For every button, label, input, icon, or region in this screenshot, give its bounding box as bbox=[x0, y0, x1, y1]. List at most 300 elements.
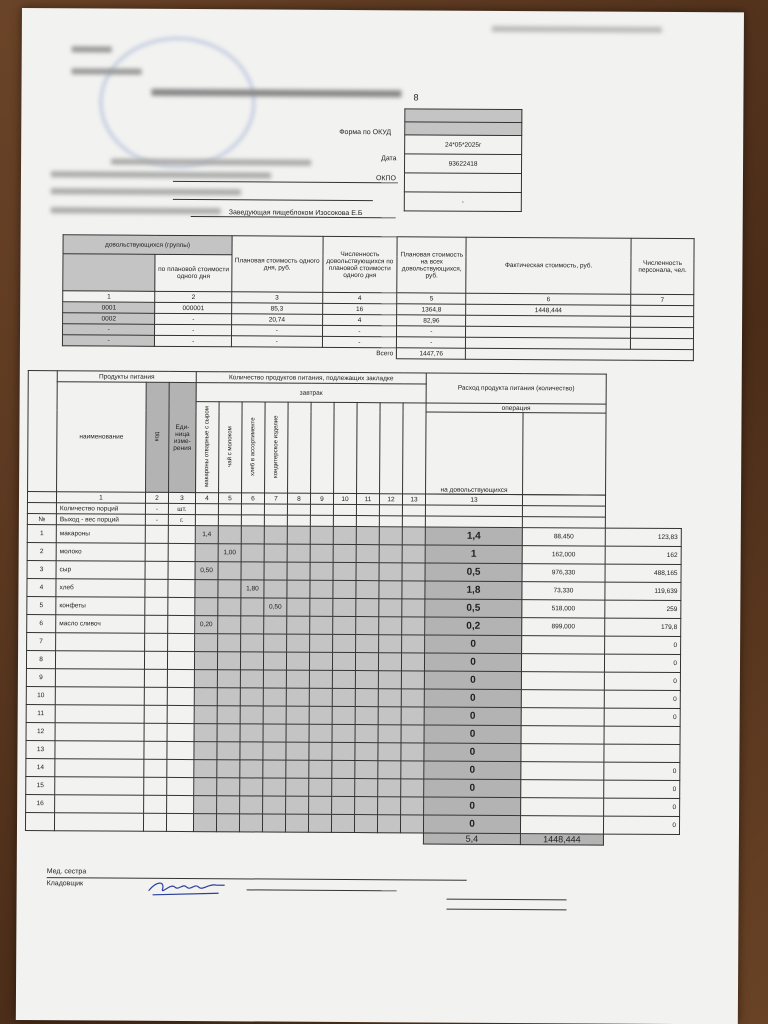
row-number: 5 bbox=[27, 597, 56, 615]
qty-cell bbox=[333, 562, 356, 580]
qty-cell bbox=[309, 724, 332, 742]
dish-name: чай с молоком bbox=[227, 425, 234, 467]
blank-cell bbox=[404, 173, 521, 193]
qty-cell bbox=[194, 724, 217, 742]
qty-cell bbox=[286, 670, 309, 688]
product-name bbox=[56, 633, 145, 652]
portion-label: Выход - вес порций bbox=[56, 514, 145, 526]
qty-cell bbox=[402, 545, 425, 563]
no-head-blank bbox=[28, 371, 58, 492]
col-number: 6 bbox=[241, 493, 264, 504]
qty-cell bbox=[194, 688, 217, 706]
total-qty: 0 bbox=[424, 653, 521, 672]
qty-cell bbox=[401, 761, 424, 779]
products-head: Продукты питания bbox=[57, 371, 196, 383]
total-qty: 0 bbox=[424, 671, 521, 690]
row-number: 11 bbox=[26, 705, 55, 723]
cost-cell-c3: - bbox=[231, 336, 322, 348]
qty-cell bbox=[218, 634, 241, 652]
qty-cell bbox=[378, 653, 401, 671]
no-cell: № bbox=[27, 514, 56, 525]
qty-cell bbox=[378, 779, 401, 797]
blurred-org bbox=[51, 171, 271, 178]
qty-cell bbox=[264, 526, 287, 544]
qty-cell bbox=[401, 779, 424, 797]
qty-head: Количество продуктов питания, подлежащих закладке bbox=[196, 372, 426, 384]
qty-cell bbox=[263, 778, 286, 796]
qty-cell bbox=[217, 742, 240, 760]
portion-cell bbox=[425, 505, 522, 517]
unit-head: Еди- ница изме- рения bbox=[169, 382, 197, 492]
title-number: 8 bbox=[413, 92, 419, 103]
qty-cell bbox=[285, 814, 308, 832]
qty-cell bbox=[309, 706, 332, 724]
cost-cell-c2: - bbox=[155, 324, 232, 335]
qty-cell bbox=[401, 653, 424, 671]
total-qty: 0,5 bbox=[425, 563, 522, 582]
qty-cell bbox=[287, 616, 310, 634]
row-number: 16 bbox=[26, 795, 55, 813]
qty-cell bbox=[355, 671, 378, 689]
row-number: 4 bbox=[27, 579, 56, 597]
product-unit bbox=[167, 723, 194, 741]
qty-cell bbox=[333, 580, 356, 598]
product-code bbox=[144, 669, 167, 687]
portion-cell bbox=[333, 515, 356, 526]
qty-cell bbox=[217, 670, 240, 688]
col-number: 13 bbox=[425, 494, 522, 506]
qty-cell bbox=[194, 706, 217, 724]
qty-cell bbox=[218, 598, 241, 616]
qty-cell bbox=[379, 635, 402, 653]
group-code-head bbox=[63, 254, 156, 292]
portion-cell bbox=[356, 505, 379, 516]
qty-cell bbox=[402, 617, 425, 635]
product-unit bbox=[167, 705, 194, 723]
unit-price bbox=[521, 654, 604, 673]
qty-cell bbox=[355, 689, 378, 707]
unit-price bbox=[521, 690, 604, 709]
unit-price: 162,000 bbox=[522, 546, 605, 565]
qty-cell bbox=[194, 670, 217, 688]
row-number: 12 bbox=[26, 723, 55, 741]
qty-cell bbox=[356, 545, 379, 563]
row-sum bbox=[604, 726, 680, 744]
qty-cell bbox=[402, 527, 425, 545]
product-name bbox=[55, 687, 144, 706]
qty-cell bbox=[379, 545, 402, 563]
portion-unit: г. bbox=[168, 514, 195, 525]
qty-cell bbox=[195, 580, 218, 598]
unit-price: 518,000 bbox=[522, 600, 605, 619]
cost-cell-c3: - bbox=[232, 325, 323, 337]
qty-cell bbox=[217, 796, 240, 814]
qty-cell bbox=[331, 814, 354, 832]
qty-cell bbox=[195, 544, 218, 562]
product-unit bbox=[168, 597, 195, 615]
date-cell: 24*05*2025г bbox=[405, 135, 522, 155]
product-name bbox=[55, 777, 144, 796]
portion-dash: - bbox=[145, 514, 168, 525]
row-sum: 162 bbox=[605, 546, 681, 564]
qty-cell bbox=[332, 670, 355, 688]
responsible-person: Заведующая пищеблоком Изосокова Е.Б bbox=[228, 209, 363, 218]
qty-cell bbox=[310, 598, 333, 616]
dish-head bbox=[403, 403, 427, 494]
underline bbox=[173, 181, 398, 183]
portion-cell bbox=[264, 515, 287, 526]
product-name: хлеб bbox=[56, 579, 145, 598]
qty-cell bbox=[193, 814, 216, 832]
qty-cell bbox=[354, 815, 377, 833]
cost-cell-c7 bbox=[631, 305, 694, 316]
portion-cell bbox=[425, 516, 522, 528]
qty-cell bbox=[217, 724, 240, 742]
portion-cell bbox=[402, 505, 425, 516]
portion-cell bbox=[241, 515, 264, 526]
product-code bbox=[144, 777, 167, 795]
cost-cell-c1: - bbox=[62, 335, 154, 347]
qty-cell bbox=[355, 707, 378, 725]
storekeeper-label: Кладовщик bbox=[46, 880, 84, 888]
codes-box bbox=[404, 108, 523, 212]
row-sum: 488,165 bbox=[605, 564, 681, 582]
row-sum: 259 bbox=[605, 600, 681, 618]
product-unit bbox=[167, 795, 194, 813]
code-cell bbox=[405, 109, 522, 123]
qty-cell bbox=[309, 760, 332, 778]
qty-cell bbox=[309, 652, 332, 670]
unit-price: 899,000 bbox=[522, 618, 605, 637]
cost-cell-c3: 85,3 bbox=[232, 303, 323, 315]
storekeeper-line bbox=[247, 889, 397, 891]
row-number: 7 bbox=[27, 633, 56, 651]
blurred-text bbox=[51, 207, 221, 214]
code-head bbox=[146, 382, 170, 492]
qty-cell bbox=[241, 598, 264, 616]
portion-dash: - bbox=[145, 503, 168, 514]
qty-cell bbox=[240, 670, 263, 688]
col-number: 1 bbox=[56, 492, 145, 504]
qty-cell bbox=[263, 742, 286, 760]
cost-cell-c4: - bbox=[322, 325, 397, 336]
qty-cell bbox=[263, 688, 286, 706]
product-code bbox=[145, 579, 168, 597]
cost-cell-c2: 000001 bbox=[155, 302, 232, 313]
qty-cell bbox=[308, 814, 331, 832]
product-unit bbox=[168, 525, 195, 543]
total-qty: 1,8 bbox=[425, 581, 522, 600]
qty-cell bbox=[379, 527, 402, 545]
qty-cell bbox=[401, 707, 424, 725]
unit-price: 976,330 bbox=[522, 564, 605, 583]
portion-label: Количество порций bbox=[56, 503, 145, 515]
product-unit bbox=[167, 741, 194, 759]
row-sum: 119,639 bbox=[605, 582, 681, 600]
group-head: довольствующихся (группы) bbox=[63, 235, 232, 255]
row-sum: 0 bbox=[604, 708, 680, 726]
qty-cell bbox=[402, 563, 425, 581]
col-number: 12 bbox=[379, 494, 402, 505]
product-unit bbox=[168, 633, 195, 651]
col-number: 11 bbox=[356, 494, 379, 505]
product-code bbox=[145, 543, 168, 561]
portion-cell bbox=[241, 504, 264, 515]
total-label: Всего bbox=[62, 346, 396, 359]
sign-line bbox=[447, 899, 567, 901]
qty-cell bbox=[240, 688, 263, 706]
qty-cell bbox=[263, 760, 286, 778]
qty-cell bbox=[264, 544, 287, 562]
row-number bbox=[25, 813, 54, 831]
qty-cell bbox=[333, 526, 356, 544]
cost-cell-c5: 1364,8 bbox=[397, 304, 466, 315]
plan-cost-sub-head: по плановой стоимости одного дня bbox=[155, 254, 232, 291]
col-number: 4 bbox=[322, 292, 397, 303]
row-number: 8 bbox=[26, 651, 55, 669]
qty-cell bbox=[217, 760, 240, 778]
dish-head bbox=[288, 402, 312, 493]
row-sum: 0 bbox=[603, 816, 679, 834]
qty-cell bbox=[264, 634, 287, 652]
qty-cell bbox=[310, 616, 333, 634]
document-page bbox=[16, 8, 744, 1024]
product-code bbox=[144, 651, 167, 669]
total-qty: 0 bbox=[424, 707, 521, 726]
product-code bbox=[145, 561, 168, 579]
col-number: 8 bbox=[287, 493, 310, 504]
round-stamp bbox=[99, 36, 256, 168]
qty-cell bbox=[355, 743, 378, 761]
product-code bbox=[144, 723, 167, 741]
product-name bbox=[55, 795, 144, 814]
col-number-blank bbox=[522, 495, 605, 507]
qty-cell bbox=[310, 634, 333, 652]
product-name bbox=[54, 813, 143, 832]
qty-cell bbox=[287, 580, 310, 598]
qty-cell bbox=[263, 670, 286, 688]
product-unit bbox=[168, 561, 195, 579]
qty-cell bbox=[378, 671, 401, 689]
qty-cell bbox=[355, 797, 378, 815]
qty-cell bbox=[309, 688, 332, 706]
col-number: 7 bbox=[631, 294, 694, 305]
product-name bbox=[55, 651, 144, 670]
dish-head bbox=[334, 402, 358, 493]
qty-cell bbox=[332, 724, 355, 742]
portion-cell bbox=[195, 515, 218, 526]
qty-cell bbox=[402, 581, 425, 599]
qty-cell bbox=[333, 544, 356, 562]
product-name bbox=[55, 741, 144, 760]
qty-cell bbox=[218, 562, 241, 580]
qty-cell: 0,20 bbox=[195, 616, 218, 634]
dish-head bbox=[357, 403, 381, 494]
qty-cell bbox=[263, 796, 286, 814]
row-sum: 0 bbox=[604, 798, 680, 816]
qty-cell bbox=[218, 580, 241, 598]
handwritten-signature bbox=[147, 877, 227, 899]
unit-price bbox=[521, 708, 604, 727]
cost-cell-c5: - bbox=[397, 326, 466, 337]
qty-cell bbox=[310, 580, 333, 598]
cost-cell-c2: - bbox=[155, 313, 232, 324]
row-sum: 0 bbox=[605, 636, 681, 654]
cost-cell-c1: 0001 bbox=[63, 302, 155, 314]
qty-cell bbox=[241, 562, 264, 580]
unit-price: 88,450 bbox=[522, 528, 605, 547]
qty-cell bbox=[264, 616, 287, 634]
name-head: наименование bbox=[57, 382, 147, 493]
row-number: 13 bbox=[26, 741, 55, 759]
qty-cell bbox=[332, 760, 355, 778]
qty-cell bbox=[332, 778, 355, 796]
portion-cell bbox=[264, 504, 287, 515]
qty-cell bbox=[240, 778, 263, 796]
qty-cell: 0,50 bbox=[195, 562, 218, 580]
fact-cost-head: Фактическая стоимость, руб. bbox=[466, 237, 631, 294]
qty-cell bbox=[310, 544, 333, 562]
meal-head: завтрак bbox=[196, 383, 426, 403]
cost-cell-c7 bbox=[631, 327, 694, 338]
qty-cell bbox=[356, 563, 379, 581]
qty-cell bbox=[378, 689, 401, 707]
col-number: 5 bbox=[397, 293, 466, 304]
qty-cell bbox=[378, 797, 401, 815]
col-number: 3 bbox=[168, 492, 195, 503]
qty-cell bbox=[309, 778, 332, 796]
dish-head bbox=[265, 402, 289, 493]
okpo-label: ОКПО bbox=[375, 175, 396, 183]
qty-cell bbox=[218, 616, 241, 634]
total-qty: 0 bbox=[424, 761, 521, 780]
col-number: 2 bbox=[155, 291, 232, 302]
qty-cell bbox=[332, 796, 355, 814]
nurse-label: Мед. сестра bbox=[46, 868, 87, 876]
qty-cell bbox=[263, 724, 286, 742]
cost-table bbox=[62, 234, 695, 361]
cost-cell-c1: 0002 bbox=[63, 313, 155, 325]
cost-cell-c7 bbox=[631, 338, 694, 349]
unit-price bbox=[520, 816, 603, 835]
qty-cell bbox=[333, 616, 356, 634]
qty-cell bbox=[287, 544, 310, 562]
qty-cell bbox=[332, 706, 355, 724]
qty-cell bbox=[379, 617, 402, 635]
unit-price bbox=[521, 798, 604, 817]
qty-cell bbox=[310, 526, 333, 544]
product-unit bbox=[168, 615, 195, 633]
qty-cell bbox=[263, 652, 286, 670]
qty-cell bbox=[264, 580, 287, 598]
product-code bbox=[145, 633, 168, 651]
dish-name: кондитерское изделие bbox=[273, 415, 280, 478]
dish-head bbox=[311, 402, 335, 493]
product-name bbox=[55, 723, 144, 742]
qty-cell bbox=[333, 634, 356, 652]
cost-cell-c2: - bbox=[155, 335, 232, 346]
row-number: 15 bbox=[26, 777, 55, 795]
row-sum: 0 bbox=[604, 672, 680, 690]
product-name: конфеты bbox=[56, 597, 145, 616]
product-unit bbox=[167, 687, 194, 705]
dish-head bbox=[242, 402, 266, 493]
cost-cell-c4: - bbox=[322, 336, 397, 347]
qty-cell bbox=[355, 761, 378, 779]
product-unit bbox=[168, 579, 195, 597]
qty-cell bbox=[310, 562, 333, 580]
qty-cell bbox=[400, 815, 423, 833]
total-qty: 0 bbox=[424, 689, 521, 708]
qty-cell bbox=[379, 599, 402, 617]
consumption-head: Расход продукта питания (количество) bbox=[426, 373, 606, 404]
on-persons-head: на довольствующихся bbox=[426, 412, 523, 494]
portion-cell bbox=[356, 516, 379, 527]
qty-cell bbox=[356, 635, 379, 653]
qty-cell bbox=[218, 526, 241, 544]
underline bbox=[173, 199, 373, 201]
product-code bbox=[145, 615, 168, 633]
cost-cell-c6: 1448,444 bbox=[466, 304, 631, 316]
portion-cell bbox=[287, 504, 310, 515]
qty-cell bbox=[262, 814, 285, 832]
product-code bbox=[143, 813, 166, 831]
product-name bbox=[55, 759, 144, 778]
qty-cell bbox=[402, 599, 425, 617]
row-number: 6 bbox=[27, 615, 56, 633]
qty-cell bbox=[195, 598, 218, 616]
qty-cell bbox=[287, 598, 310, 616]
qty-cell bbox=[286, 742, 309, 760]
unit-price bbox=[522, 636, 605, 655]
product-name bbox=[55, 705, 144, 724]
product-code bbox=[144, 795, 167, 813]
qty-cell: 1,4 bbox=[195, 526, 218, 544]
qty-cell bbox=[194, 796, 217, 814]
portion-cell bbox=[195, 504, 218, 515]
col-number-blank bbox=[27, 492, 56, 503]
qty-cell bbox=[287, 562, 310, 580]
qty-cell bbox=[240, 742, 263, 760]
blurred-corner-text bbox=[492, 26, 662, 33]
portion-cell bbox=[402, 516, 425, 527]
qty-cell bbox=[377, 815, 400, 833]
qty-cell bbox=[356, 617, 379, 635]
portion-cell bbox=[522, 517, 605, 529]
qty-cell bbox=[378, 761, 401, 779]
plan-cost-head: Плановая стоимость одного дня, руб. bbox=[232, 236, 323, 293]
qty-cell bbox=[332, 742, 355, 760]
qty-cell bbox=[194, 760, 217, 778]
qty-cell bbox=[286, 652, 309, 670]
qty-cell bbox=[332, 652, 355, 670]
col-number: 3 bbox=[232, 292, 323, 304]
qty-cell bbox=[217, 688, 240, 706]
qty-cell bbox=[241, 616, 264, 634]
grand-sum: 1448,444 bbox=[520, 834, 603, 846]
portion-cell bbox=[522, 506, 605, 518]
qty-cell bbox=[402, 635, 425, 653]
dish-head bbox=[196, 402, 220, 493]
qty-cell bbox=[287, 634, 310, 652]
qty-cell bbox=[378, 725, 401, 743]
cost-cell-c5: 82,96 bbox=[397, 315, 466, 326]
col-number: 13 bbox=[402, 494, 425, 505]
plan-total-head: Плановая стоимость на всех довольствующихся, руб. bbox=[397, 237, 466, 293]
total-qty: 0 bbox=[424, 725, 521, 744]
qty-cell bbox=[332, 688, 355, 706]
no-cell bbox=[27, 503, 56, 514]
